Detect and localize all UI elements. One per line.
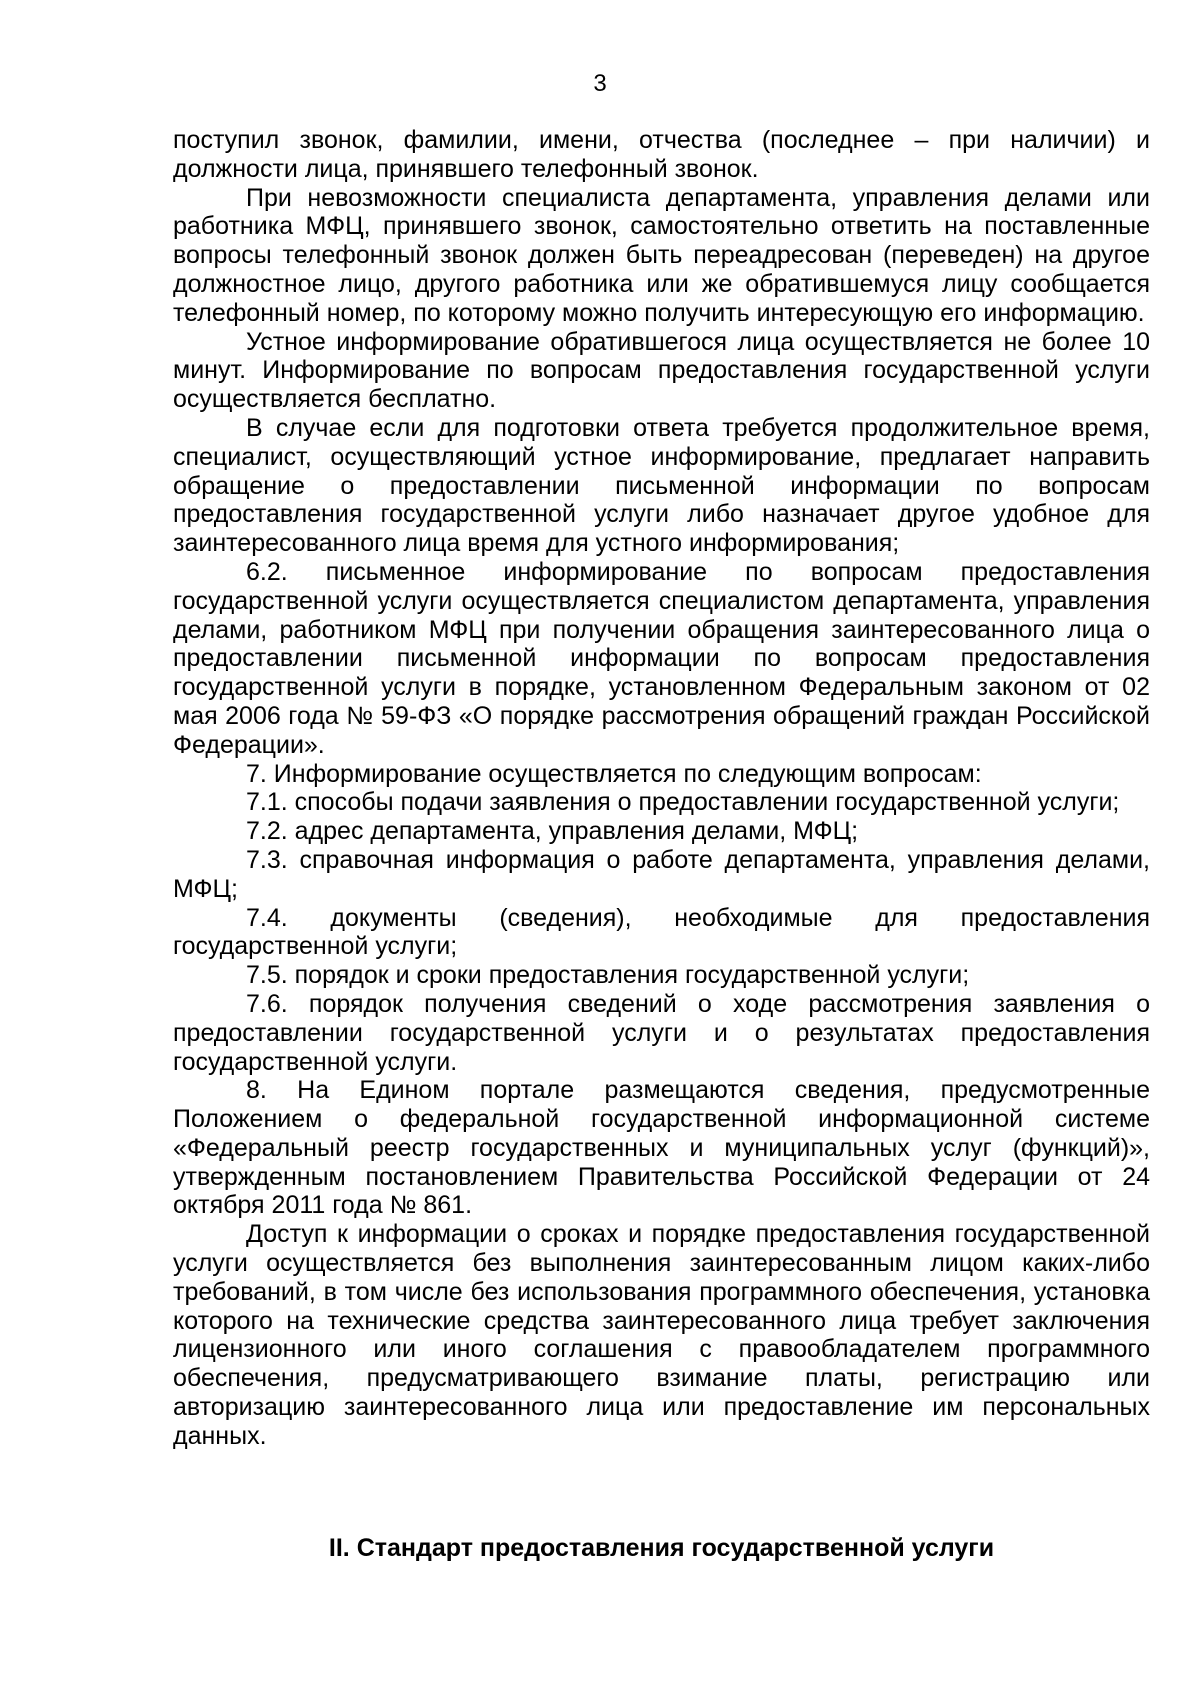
- body-text: [173, 126, 1150, 1451]
- paragraph: 6.2. письменное информирование по вопросам предоставления государственной услуги осуществляется специалистом департамента, управления делами, работником МФЦ при получении обращения заинтересованного лица о предоставлении письменной информации по вопросам предоставления государственной услуги в порядке, установленном Федеральным законом от 02 мая 2006 года № 59-ФЗ «О порядке рассмотрения обращений граждан Российской Федерации».: [173, 557, 1150, 759]
- paragraph: Доступ к информации о сроках и порядке предоставления государственной услуги осуществляется без выполнения заинтересованным лицом каких-либо требований, в том числе без использования программного обеспечения, установка которого на технические средства заинтересованного лица требует заключения лицензионного или иного соглашения с правообладателем программного обеспечения, предусматривающего взимание платы, регистрацию или авторизацию заинтересованного лица или предоставление им персональных данных.: [173, 1220, 1150, 1450]
- paragraph: поступил звонок, фамилии, имени, отчества (последнее – при наличии) и должности лица, принявшего телефонный звонок.: [173, 126, 1150, 183]
- paragraph: 7.1. способы подачи заявления о предоставлении государственной услуги;: [246, 788, 1120, 817]
- section-heading: II. Стандарт предоставления государственной услуги: [328, 1534, 995, 1562]
- paragraph: 7. Информирование осуществляется по следующим вопросам:: [246, 759, 982, 788]
- paragraph: 7.3. справочная информация о работе департамента, управления делами, МФЦ;: [173, 845, 1150, 903]
- paragraph: При невозможности специалиста департамента, управления делами или работника МФЦ, принявшего звонок, самостоятельно ответить на поставленные вопросы телефонный звонок должен быть переадресован (переведен) на другое должностное лицо, другого работника или же обратившемуся лицу сообщается телефонный номер, по которому можно получить интересующую его информацию.: [173, 183, 1150, 327]
- paragraph: 7.5. порядок и сроки предоставления государственной услуги;: [246, 961, 970, 990]
- paragraph: 7.2. адрес департамента, управления делами, МФЦ;: [246, 817, 859, 846]
- paragraph: 7.6. порядок получения сведений о ходе рассмотрения заявления о предоставлении государственной услуги и о результатах предоставления государственной услуги.: [173, 989, 1150, 1076]
- paragraph: 8. На Едином портале размещаются сведения, предусмотренные Положением о федеральной государственной информационной системе «Федеральный реестр государственных и муниципальных услуг (функций)», утвержденным постановлением Правительства Российской Федерации от 24 октября 2011 года № 861.: [173, 1076, 1150, 1220]
- page-number: 3: [593, 70, 607, 97]
- paragraph: Устное информирование обратившегося лица осуществляется не более 10 минут. Информирование по вопросам предоставления государственной услуги осуществляется бесплатно.: [173, 327, 1150, 414]
- paragraph: 7.4. документы (сведения), необходимые для предоставления государственной услуги;: [173, 903, 1150, 961]
- paragraph: В случае если для подготовки ответа требуется продолжительное время, специалист, осуществляющий устное информирование, предлагает направить обращение о предоставлении письменной информации по вопросам предоставления государственной услуги либо назначает другое удобное для заинтересованного лица время для устного информирования;: [173, 413, 1150, 558]
